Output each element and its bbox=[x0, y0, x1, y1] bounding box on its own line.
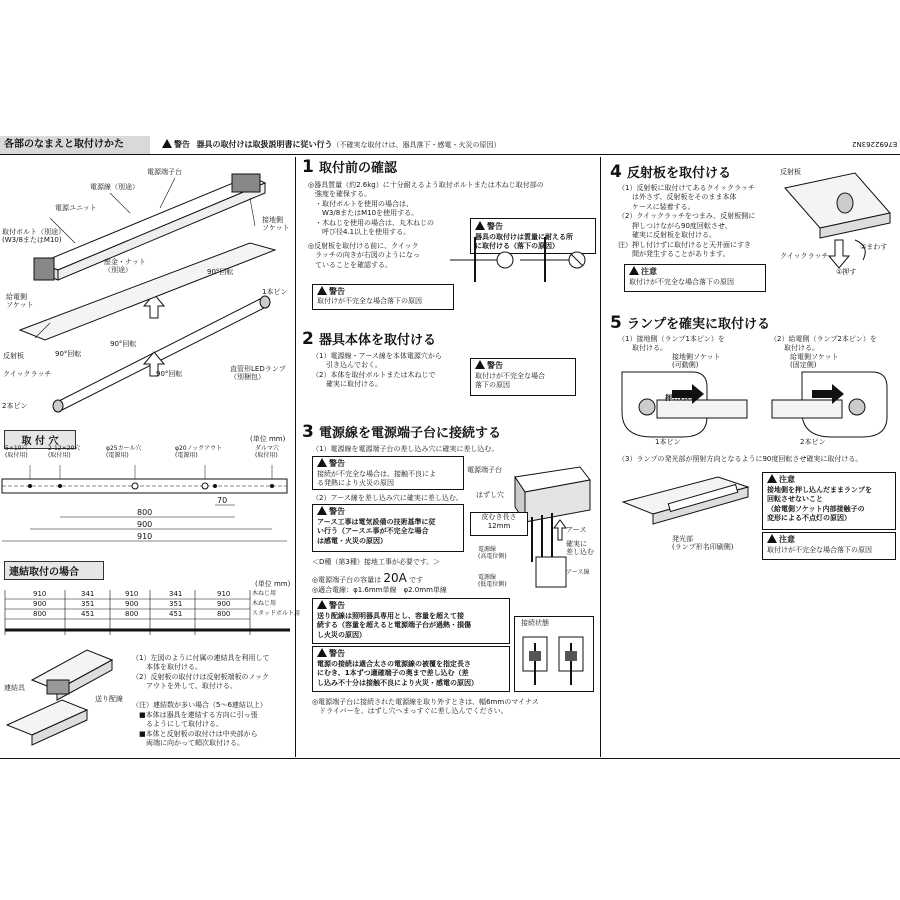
label-pin2: 2本ピン bbox=[2, 402, 28, 410]
sec2-heading: 2 器具本体を取付ける bbox=[302, 329, 436, 349]
label-rot90-d: 90°回転 bbox=[156, 370, 183, 378]
label-pin2-5: 2本ピン bbox=[800, 438, 826, 446]
warning-icon bbox=[317, 506, 327, 515]
continuous-steps: （1）左図のように付属の連結具を利用して 本体を取付ける。 （2）反射板の取付けは反射板端板のノック アウトを外して、取付ける。 （注）連結数が多い場合（5～6連結以上） ■本体は器具を連結する方向に引っ張 るようにして取付ける。 ■本体と反射板の取付けは中央部から 両端に向かって順次取付ける。 bbox=[132, 654, 270, 747]
warning-icon bbox=[317, 286, 327, 295]
sec3-warning-1: 警告 接続が不完全な場合は、接触不良によ る発熱により火災の原因 bbox=[312, 456, 464, 490]
caution-icon bbox=[767, 534, 777, 543]
sec4-steps: （1）反射板に取付けてあるクイックラッチ は外さず、反射板をそのまま本体 ケースに装着する。 （2）クイックラッチをつまみ、反射板側に 押しつけながら90度回転させ、 確実に反射板を取付ける。 注）押し付けずに取付けると天井面にすき 間が発生することがあります。 bbox=[618, 184, 756, 259]
sec3-heading: 3 電源線を電源端子台に接続する bbox=[302, 422, 501, 442]
label-bolt: 取付ボルト（別途） (W3/8またはM10) bbox=[2, 228, 65, 245]
label-feed-socket-5: 給電側ソケット (固定側) bbox=[790, 353, 839, 370]
column-divider bbox=[600, 157, 601, 757]
hole-dim: 800 bbox=[137, 508, 153, 517]
sec5-caution-1: 注意 接地側を押し込んだままランプを 回転させないこと （給電側ソケット内部接触子の 変形による不点灯の原因） bbox=[762, 472, 896, 530]
doc-code: E7692263N2 bbox=[851, 140, 897, 149]
hole-dim: 900 bbox=[137, 520, 153, 529]
sec3-step2: （2）アース線を差し込み穴に確実に差し込む。 bbox=[312, 494, 463, 502]
connection-state-box: 接続状態 bbox=[514, 616, 594, 692]
sec4-heading: 4 反射板を取付ける bbox=[610, 162, 731, 182]
continuous-unit: (単位 mm) bbox=[255, 580, 291, 588]
label-earth: アース bbox=[566, 526, 587, 534]
label-turn: ②まわす bbox=[860, 243, 888, 251]
hole-label: 5×10穴 (取付用) bbox=[5, 445, 28, 459]
label-latch-4: クイックラッチ bbox=[780, 252, 829, 260]
label-power-terminal: 電源端子台 bbox=[147, 168, 182, 176]
sec2-steps: （1）電源線・アース線を本体電源穴から 引き込んでおく。 （2）本体を取付ボルトまたは木ねじで 確実に取付ける。 bbox=[312, 352, 442, 389]
label-push: ①押す bbox=[836, 268, 857, 276]
label-rot90-b: 90°回転 bbox=[110, 340, 137, 348]
sec1-warning-1: 警告 器具の取付けは質量に耐える所 に取付ける（落下の原因） bbox=[470, 218, 596, 254]
warning-icon bbox=[475, 221, 485, 230]
sec2-warning: 警告 取付けが不完全な場合 落下の原因 bbox=[470, 358, 576, 396]
continuous-row: 800 451 800 451 800 bbox=[33, 610, 231, 618]
label-push-in: 押し込む bbox=[665, 394, 693, 402]
section-title: 各部のなまえと取付けかた bbox=[4, 139, 124, 150]
sec3-warning-2: 警告 アース工事は電気設備の技術基準に従 い行う（アースエ事が不完全な場合 は感電・火災の原因） bbox=[312, 504, 464, 552]
label-reflector-4: 反射板 bbox=[780, 168, 801, 176]
hole-label: φ25カール穴 (電源用) bbox=[106, 445, 142, 459]
strip-length-box: 皮むき長さ 12mm bbox=[470, 512, 528, 536]
sec3-remove: ◎電源端子台に接続された電源線を取り外すときは、幅6mmのマイナス ドライバーを、はずし穴へまっすぐに差し込んでください。 bbox=[312, 698, 539, 716]
continuous-title: 連結取付の場合 bbox=[4, 561, 104, 580]
row-label: スタッドボルト用 bbox=[252, 610, 301, 617]
label-rot90-c: 90°回転 bbox=[55, 350, 82, 358]
sec1-p2: ◎反射板を取付ける前に、クイック ラッチの向きが右図のようになっ ていることを確認する。 bbox=[308, 242, 420, 269]
sec5-step3: （3）ランプの発光部が照射方向となるように90度回転させ確実に取付ける。 bbox=[618, 455, 863, 463]
sec3-warning-4: 警告 電源の接続は適合太さの電源線の被覆を指定長さ にむき、1本ずつ適確端子の奥まで差し込む（差 し込み不十分は接触不良により火災・感電の原因） bbox=[312, 646, 510, 692]
caution-icon bbox=[767, 474, 777, 483]
emit-illustration bbox=[618, 472, 758, 542]
sec3-step1: （1）電源線を電源端子台の差し込み穴に確実に差し込む。 bbox=[312, 445, 499, 453]
header-rule bbox=[0, 154, 900, 155]
caution-icon bbox=[629, 266, 639, 275]
label-feed-wiring: 送り配線 bbox=[95, 695, 123, 703]
label-earth-wire: アース線 bbox=[566, 569, 590, 576]
label-emit: 発光部 (ランプ形名印刷側) bbox=[672, 535, 734, 552]
sec5-step1: （1）接地側（ランプ1本ピン）を 取付ける。 bbox=[618, 335, 725, 353]
sec4-caution: 注意 取付けが不完全な場合落下の原因 bbox=[624, 264, 766, 292]
warning-icon bbox=[162, 139, 172, 148]
label-insert: 確実に 差し込む bbox=[566, 540, 594, 557]
label-pin1: 1本ピン bbox=[262, 288, 288, 296]
row-label: 木ねじ用 bbox=[252, 590, 277, 597]
hole-label: 2-12×20穴 (取付用) bbox=[48, 445, 81, 459]
column-divider bbox=[295, 157, 296, 757]
reflector-illustration bbox=[775, 168, 895, 278]
label-quick-latch: クイックラッチ bbox=[3, 370, 52, 378]
label-feed-socket: 給電側 ソケット bbox=[6, 293, 34, 310]
warning-icon bbox=[317, 648, 327, 657]
sec3-wire: ◎適合電線：φ1.6mm単線 φ2.0mm単線 bbox=[312, 586, 447, 594]
sec3-warning-3: 警告 送り配線は照明器具専用とし、容量を超えて接 続する（容量を超えると電源端子台が過熱・損傷 し火災の原因） bbox=[312, 598, 510, 644]
warning-icon bbox=[317, 600, 327, 609]
label-wire-hi: 電源線 (高電位側) bbox=[478, 546, 507, 560]
label-ceiling-nut: 座金・ナット （別途） bbox=[104, 258, 146, 275]
label-rot90-a: 90°回転 bbox=[207, 268, 234, 276]
hole-dim: 70 bbox=[217, 496, 228, 505]
sec1-heading: 1 取付前の確認 bbox=[302, 157, 397, 177]
hole-label: ダルマ穴 (取付用) bbox=[255, 445, 280, 459]
hole-dim: 910 bbox=[137, 532, 153, 541]
label-pin1-5: 1本ピン bbox=[655, 438, 681, 446]
label-release-hole: はずし穴 bbox=[476, 491, 504, 499]
sec1-p1: ◎器具質量（約2.6kg）に十分耐えるよう取付ボルトまたは木ねじ取付部の 強度を確保する。 ・取付ボルトを使用の場合は、 W3/8またはM10を使用する。 ・木ねじを使用の場合は、丸木ねじの 呼び径4.1以上を使用する。 bbox=[308, 181, 544, 237]
holes-title: 取 付 穴 bbox=[4, 430, 76, 449]
label-lamp: 直管形LEDランプ （別梱包） bbox=[230, 365, 286, 382]
sec3-d-note: ＜D種（第3種）接地工事が必要です。＞ bbox=[312, 558, 441, 566]
sec5-step2: （2）給電側（ランプ2本ピン）を 取付ける。 bbox=[770, 335, 877, 353]
label-gnd-socket: 接地側ソケット (可動側) bbox=[672, 353, 721, 370]
row-label: 木ねじ用 bbox=[252, 600, 277, 607]
label-terminal: 電源端子台 bbox=[467, 466, 502, 474]
continuous-row: 910 341 910 341 910 bbox=[33, 590, 231, 598]
sec1-warning-2: 警告 取付けが不完全な場合落下の原因 bbox=[312, 284, 454, 310]
sec3-capacity: ◎電源端子台の容量は 20A です bbox=[312, 571, 424, 585]
sec5-caution-2: 注意 取付けが不完全な場合落下の原因 bbox=[762, 532, 896, 560]
sec5-heading: 5 ランプを確実に取付ける bbox=[610, 313, 770, 333]
header-warning: 警告 器具の取付けは取扱説明書に従い行う（不確実な取付けは、器具落下・感電・火災の原因） bbox=[162, 139, 501, 149]
holes-unit: (単位 mm) bbox=[250, 435, 286, 443]
warning-icon bbox=[317, 458, 327, 467]
label-connector: 連結具 bbox=[4, 684, 25, 692]
warning-icon bbox=[475, 360, 485, 369]
connection-state-illustration bbox=[519, 633, 589, 688]
hole-label: φ20ノックアウト (電源用) bbox=[175, 445, 223, 459]
bottom-rule bbox=[0, 758, 900, 759]
label-reflector: 反射板 bbox=[3, 352, 24, 360]
continuous-row: 900 351 900 351 900 bbox=[33, 600, 231, 608]
label-power-wire: 電源線（別途） bbox=[90, 183, 139, 191]
quick-latch-diagram bbox=[445, 232, 595, 287]
label-power-unit: 電源ユニット bbox=[55, 204, 97, 212]
label-wire-lo: 電源線 (低電位側) bbox=[478, 574, 507, 588]
label-ground-socket: 接地側 ソケット bbox=[262, 216, 290, 233]
